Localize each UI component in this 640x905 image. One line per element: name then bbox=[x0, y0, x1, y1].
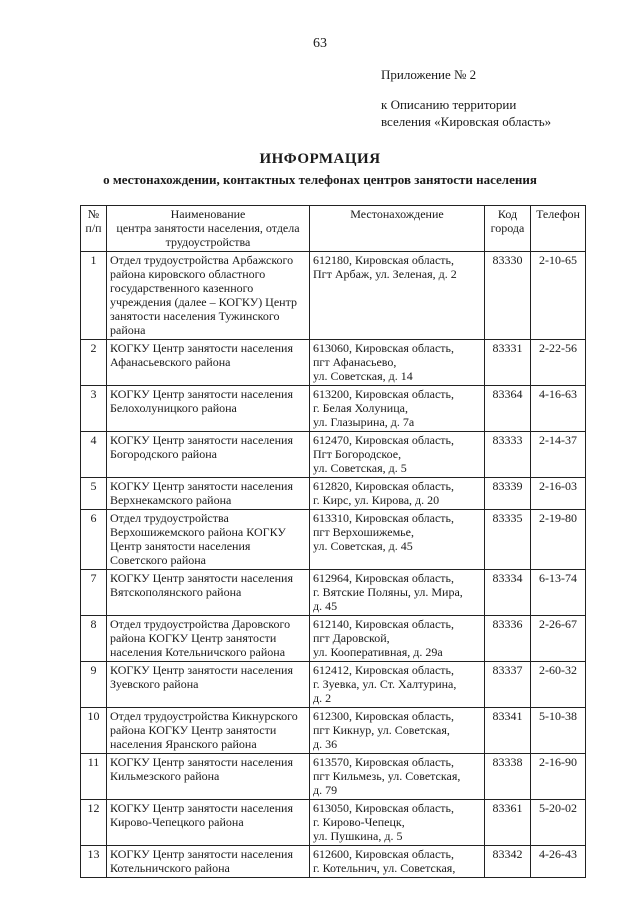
center-name-cell: КОГКУ Центр занятости населения Богородского района bbox=[107, 432, 310, 478]
phone-cell: 2-26-67 bbox=[531, 616, 586, 662]
header-name: Наименование центра занятости населения, отдела трудоустройства bbox=[107, 206, 310, 252]
row-num-cell: 11 bbox=[81, 754, 107, 800]
header-phone: Телефон bbox=[531, 206, 586, 252]
center-name-cell: КОГКУ Центр занятости населения Белохолуницкого района bbox=[107, 386, 310, 432]
row-num-cell: 10 bbox=[81, 708, 107, 754]
city-code-cell: 83330 bbox=[485, 252, 531, 340]
table-row bbox=[81, 846, 586, 878]
row-num-cell: 3 bbox=[81, 386, 107, 432]
city-code-cell: 83336 bbox=[485, 616, 531, 662]
table-row bbox=[81, 800, 586, 846]
address-cell: 612820, Кировская область, г. Кирс, ул. Кирова, д. 20 bbox=[310, 478, 485, 510]
center-name-cell: КОГКУ Центр занятости населения Котельничского района bbox=[107, 846, 310, 878]
document-title bbox=[0, 151, 640, 188]
center-name-cell: КОГКУ Центр занятости населения Кирово-Чепецкого района bbox=[107, 800, 310, 846]
address-cell: 612140, Кировская область, пгт Даровской, ул. Кооперативная, д. 29а bbox=[310, 616, 485, 662]
row-num-cell: 6 bbox=[81, 510, 107, 570]
city-code-cell: 83361 bbox=[485, 800, 531, 846]
row-num-cell: 4 bbox=[81, 432, 107, 478]
center-name-cell: Отдел трудоустройства Даровского района КОГКУ Центр занятости населения Котельничского района bbox=[107, 616, 310, 662]
city-code-cell: 83339 bbox=[485, 478, 531, 510]
title-main: ИНФОРМАЦИЯ bbox=[259, 151, 381, 167]
center-name-cell: КОГКУ Центр занятости населения Вятскополянского района bbox=[107, 570, 310, 616]
title-subtitle: о местонахождении, контактных телефонах центров занятости населения bbox=[103, 172, 537, 187]
address-cell: 612300, Кировская область, пгт Кикнур, ул. Советская, д. 36 bbox=[310, 708, 485, 754]
city-code-cell: 83335 bbox=[485, 510, 531, 570]
phone-cell: 2-10-65 bbox=[531, 252, 586, 340]
city-code-cell: 83342 bbox=[485, 846, 531, 878]
row-num-cell: 2 bbox=[81, 340, 107, 386]
phone-cell: 2-16-03 bbox=[531, 478, 586, 510]
table-row bbox=[81, 478, 586, 510]
header-address: Местонахождение bbox=[310, 206, 485, 252]
appendix-label: Приложение № 2 bbox=[381, 67, 477, 82]
address-cell: 613310, Кировская область, пгт Верхошижемье, ул. Советская, д. 45 bbox=[310, 510, 485, 570]
phone-cell: 5-10-38 bbox=[531, 708, 586, 754]
row-num-cell: 7 bbox=[81, 570, 107, 616]
row-num-cell: 8 bbox=[81, 616, 107, 662]
phone-cell: 6-13-74 bbox=[531, 570, 586, 616]
table-row bbox=[81, 340, 586, 386]
phone-cell: 2-19-80 bbox=[531, 510, 586, 570]
phone-cell: 2-14-37 bbox=[531, 432, 586, 478]
table-row bbox=[81, 386, 586, 432]
table-row bbox=[81, 570, 586, 616]
center-name-cell: Отдел трудоустройства Кикнурского района КОГКУ Центр занятости населения Яранского района bbox=[107, 708, 310, 754]
table-row bbox=[81, 252, 586, 340]
table-row bbox=[81, 708, 586, 754]
center-name-cell: КОГКУ Центр занятости населения Кильмезского района bbox=[107, 754, 310, 800]
appendix-ref-line1: к Описанию территории bbox=[381, 97, 517, 112]
row-num-cell: 1 bbox=[81, 252, 107, 340]
row-num-cell: 5 bbox=[81, 478, 107, 510]
phone-cell: 2-16-90 bbox=[531, 754, 586, 800]
table-row bbox=[81, 432, 586, 478]
address-cell: 613570, Кировская область, пгт Кильмезь, ул. Советская, д. 79 bbox=[310, 754, 485, 800]
address-cell: 612600, Кировская область, г. Котельнич, ул. Советская, bbox=[310, 846, 485, 878]
phone-cell: 5-20-02 bbox=[531, 800, 586, 846]
page-number: 63 bbox=[313, 36, 327, 51]
table-row bbox=[81, 510, 586, 570]
city-code-cell: 83341 bbox=[485, 708, 531, 754]
center-name-cell: КОГКУ Центр занятости населения Афанасьевского района bbox=[107, 340, 310, 386]
address-cell: 613060, Кировская область, пгт Афанасьево, ул. Советская, д. 14 bbox=[310, 340, 485, 386]
phone-cell: 4-26-43 bbox=[531, 846, 586, 878]
row-num-cell: 13 bbox=[81, 846, 107, 878]
table-body bbox=[81, 252, 586, 878]
phone-cell: 2-22-56 bbox=[531, 340, 586, 386]
center-name-cell: Отдел трудоустройства Арбажского района кировского областного государственного казенного учреждения (далее – КОГКУ) Центр занятости населения Тужинского района bbox=[107, 252, 310, 340]
city-code-cell: 83334 bbox=[485, 570, 531, 616]
phone-cell: 2-60-32 bbox=[531, 662, 586, 708]
header-code: Код города bbox=[485, 206, 531, 252]
table-row bbox=[81, 754, 586, 800]
table-header-row bbox=[81, 206, 586, 252]
address-cell: 613200, Кировская область, г. Белая Холуница, ул. Глазырина, д. 7а bbox=[310, 386, 485, 432]
header-num: № п/п bbox=[81, 206, 107, 252]
appendix-ref-line2: вселения «Кировская область» bbox=[381, 114, 552, 129]
address-cell: 612964, Кировская область, г. Вятские Поляны, ул. Мира, д. 45 bbox=[310, 570, 485, 616]
employment-centers-table bbox=[80, 205, 586, 878]
table-row bbox=[81, 616, 586, 662]
city-code-cell: 83331 bbox=[485, 340, 531, 386]
appendix-block bbox=[381, 66, 551, 130]
row-num-cell: 12 bbox=[81, 800, 107, 846]
address-cell: 613050, Кировская область, г. Кирово-Чепецк, ул. Пушкина, д. 5 bbox=[310, 800, 485, 846]
city-code-cell: 83364 bbox=[485, 386, 531, 432]
address-cell: 612412, Кировская область, г. Зуевка, ул. Ст. Халтурина, д. 2 bbox=[310, 662, 485, 708]
row-num-cell: 9 bbox=[81, 662, 107, 708]
address-cell: 612470, Кировская область, Пгт Богородское, ул. Советская, д. 5 bbox=[310, 432, 485, 478]
city-code-cell: 83333 bbox=[485, 432, 531, 478]
city-code-cell: 83337 bbox=[485, 662, 531, 708]
center-name-cell: КОГКУ Центр занятости населения Зуевского района bbox=[107, 662, 310, 708]
center-name-cell: Отдел трудоустройства Верхошижемского района КОГКУ Центр занятости населения Советского района bbox=[107, 510, 310, 570]
city-code-cell: 83338 bbox=[485, 754, 531, 800]
center-name-cell: КОГКУ Центр занятости населения Верхнекамского района bbox=[107, 478, 310, 510]
address-cell: 612180, Кировская область, Пгт Арбаж, ул. Зеленая, д. 2 bbox=[310, 252, 485, 340]
table-row bbox=[81, 662, 586, 708]
phone-cell: 4-16-63 bbox=[531, 386, 586, 432]
